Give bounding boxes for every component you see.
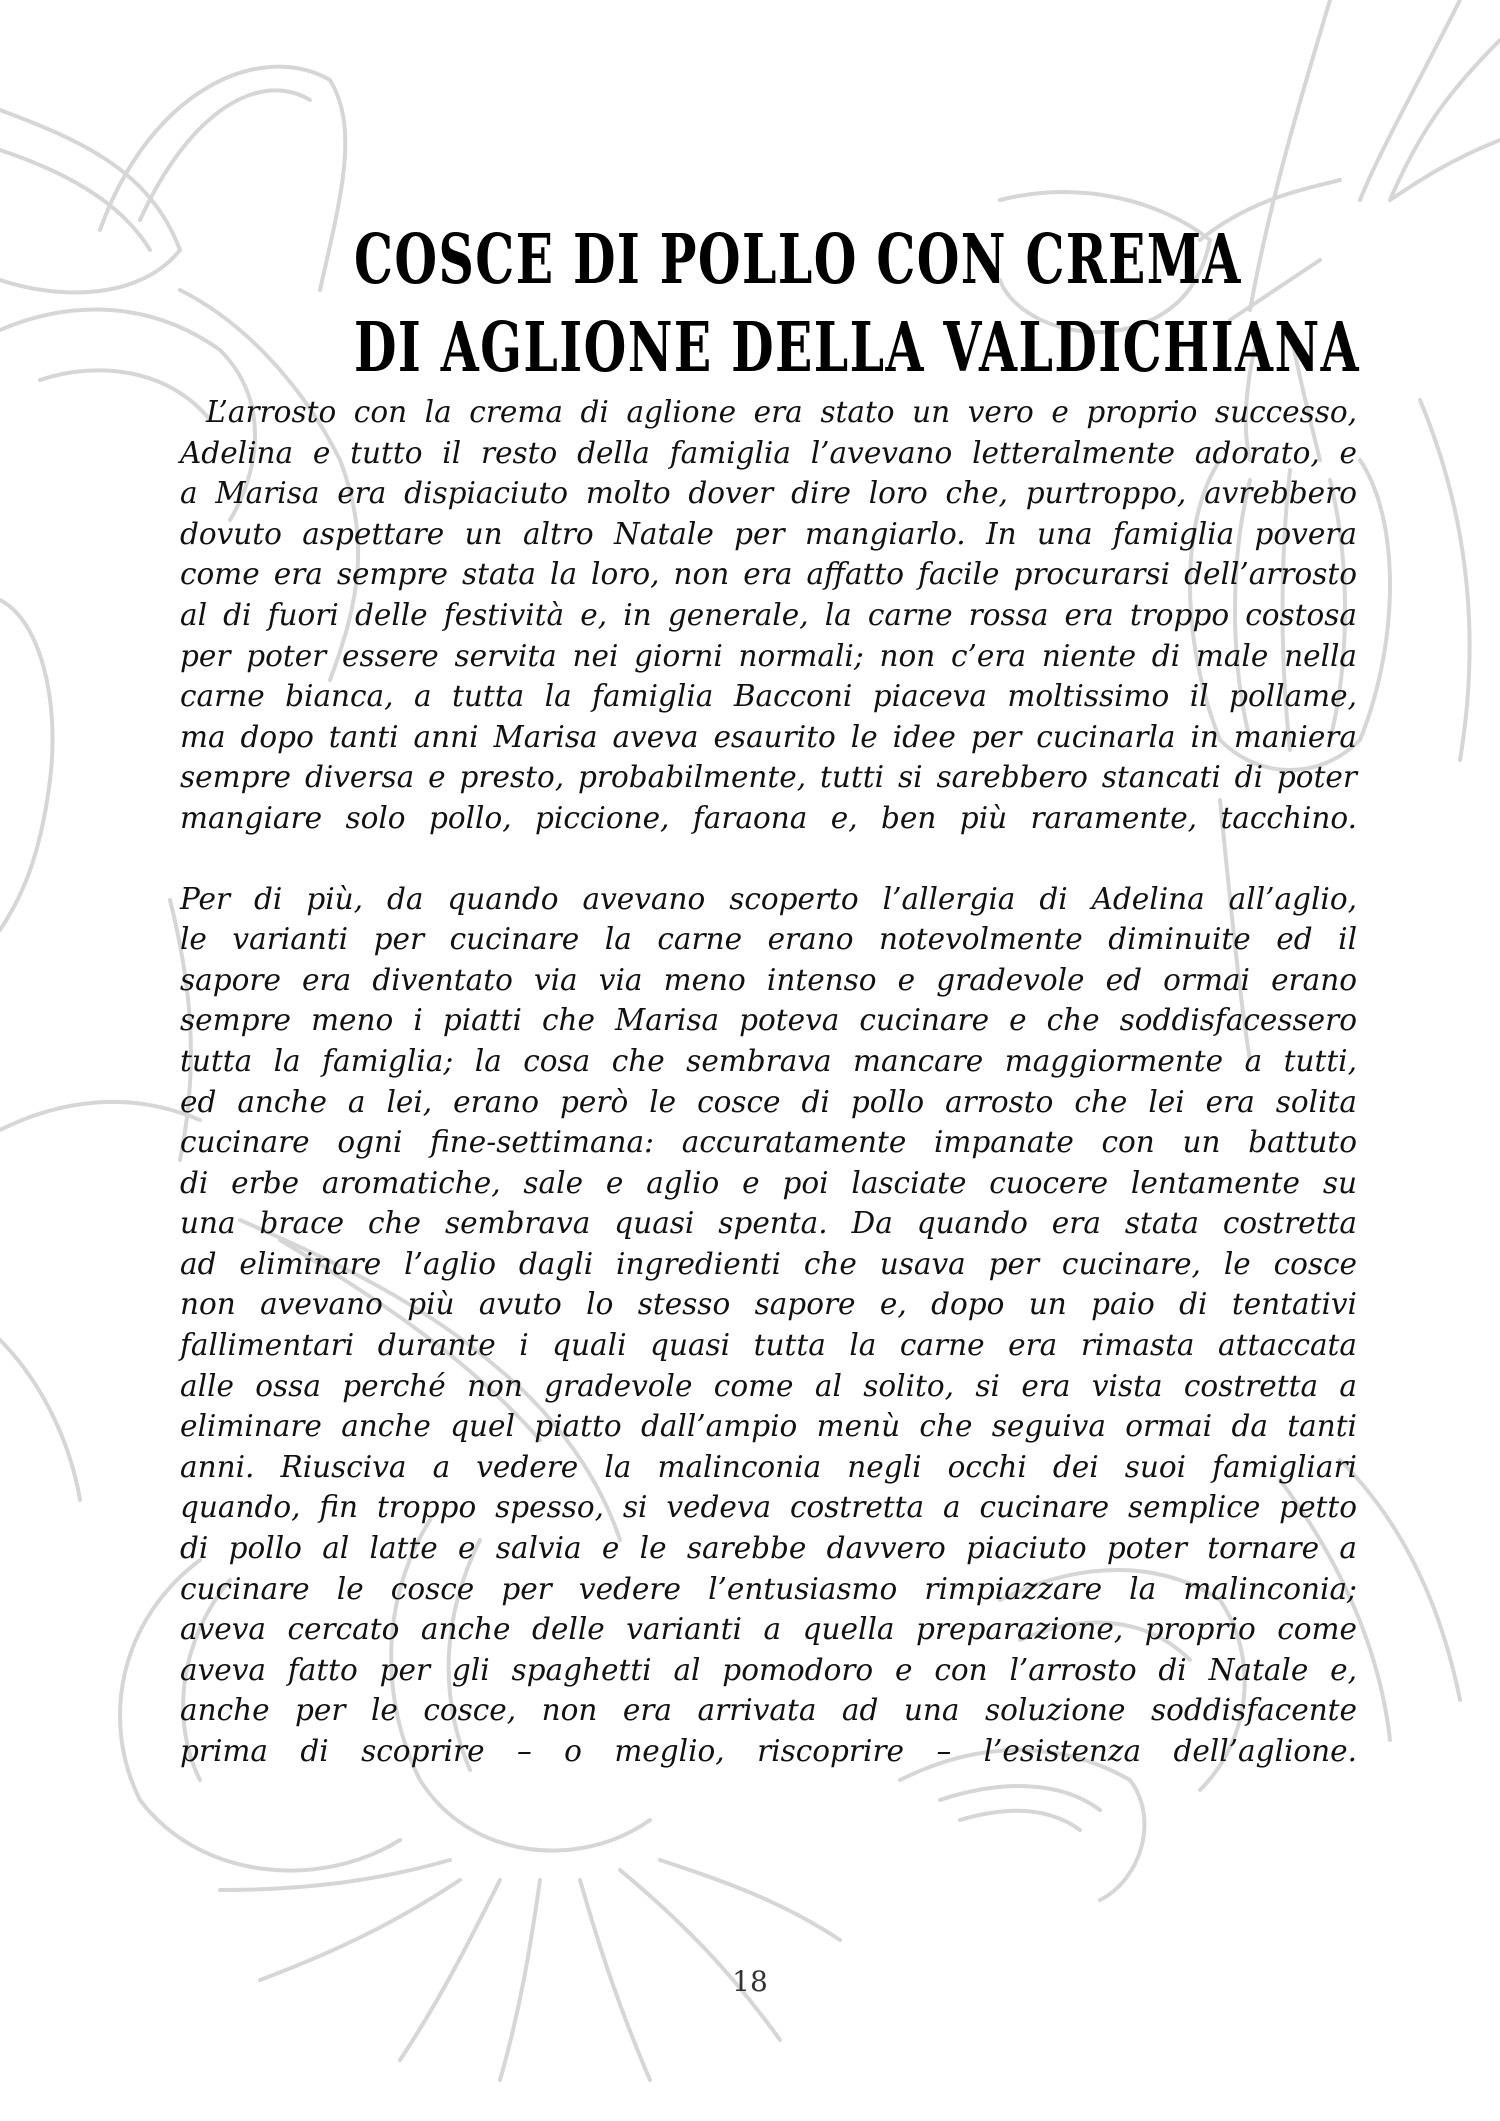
text-line: fallimentari durante i quali quasi tutta la carne era rimasta attaccata	[180, 1328, 1357, 1363]
text-line: tutta la famiglia; la cosa che sembrava mancare maggiormente a tutti,	[180, 1043, 1357, 1078]
text-line: di pollo al latte e salvia e le sarebbe davvero piaciuto poter tornare a	[180, 1531, 1357, 1566]
text-line: ad eliminare l’aglio dagli ingredienti che usava per cucinare, le cosce	[180, 1246, 1357, 1281]
text-line: cucinare ogni fine-settimana: accuratamente impanate con un battuto	[180, 1125, 1357, 1160]
text-line: eliminare anche quel piatto dall’ampio menù che seguiva ormai da tanti	[180, 1409, 1357, 1444]
text-line: quando, fin troppo spesso, si vedeva costretta a cucinare semplice petto	[180, 1490, 1357, 1525]
text-line: come era sempre stata la loro, non era affatto facile procurarsi dell’arrosto	[180, 557, 1357, 592]
text-line: sempre meno i piatti che Marisa poteva cucinare e che soddisfacessero	[180, 1003, 1357, 1038]
paragraph-2	[180, 879, 1357, 1772]
paragraph-1	[180, 392, 1357, 839]
text-line: mangiare solo pollo, piccione, faraona e, ben più raramente, tacchino.	[180, 800, 1357, 835]
text-line: sempre diversa e presto, probabilmente, tutti si sarebbero stancati di poter	[180, 760, 1357, 795]
text-line: L’arrosto con la crema di aglione era stato un vero e proprio successo,	[206, 395, 1357, 429]
text-line: a Marisa era dispiaciuto molto dover dire loro che, purtroppo, avrebbero	[180, 476, 1357, 511]
text-line: sapore era diventato via via meno intenso e gradevole ed ormai erano	[180, 962, 1357, 997]
text-line: Per di più, da quando avevano scoperto l’allergia di Adelina all’aglio,	[180, 881, 1357, 916]
text-line: aveva cercato anche delle varianti a quella preparazione, proprio come	[180, 1612, 1357, 1647]
text-line: prima di scoprire – o meglio, riscoprire – l’esistenza dell’aglione.	[180, 1734, 1357, 1768]
text-line: ed anche a lei, erano però le cosce di pollo arrosto che lei era solita	[180, 1084, 1357, 1119]
text-line: alle ossa perché non gradevole come al solito, si era vista costretta a	[180, 1368, 1357, 1403]
page-title-line-1: COSCE DI POLLO CON CREMA	[353, 219, 1242, 300]
text-line: anche per le cosce, non era arrivata ad una soluzione soddisfacente	[180, 1693, 1357, 1728]
text-line: le varianti per cucinare la carne erano notevolmente diminuite ed il	[180, 922, 1357, 957]
page-title-line-2: DI AGLIONE DELLA VALDICHIANA	[353, 307, 1361, 388]
text-line: aveva fatto per gli spaghetti al pomodoro e con l’arrosto di Natale e,	[180, 1652, 1357, 1687]
text-line: al di fuori delle festività e, in generale, la carne rossa era troppo costosa	[180, 597, 1357, 632]
text-line: ma dopo tanti anni Marisa aveva esaurito le idee per cucinarla in maniera	[180, 719, 1357, 754]
text-line: per poter essere servita nei giorni normali; non c’era niente di male nella	[180, 638, 1357, 673]
text-line: cucinare le cosce per vedere l’entusiasmo rimpiazzare la malinconia;	[180, 1571, 1357, 1606]
body-text	[180, 392, 1357, 1772]
paragraph-spacer	[180, 839, 1357, 879]
text-line: carne bianca, a tutta la famiglia Bacconi piaceva moltissimo il pollame,	[180, 679, 1357, 714]
page-title	[353, 216, 1361, 392]
text-line: una brace che sembrava quasi spenta. Da quando era stata costretta	[180, 1206, 1357, 1241]
text-line: di erbe aromatiche, sale e aglio e poi lasciate cuocere lentamente su	[180, 1165, 1357, 1200]
text-line: anni. Riusciva a vedere la malinconia negli occhi dei suoi famigliari	[180, 1449, 1357, 1484]
text-line: dovuto aspettare un altro Natale per mangiarlo. In una famiglia povera	[180, 516, 1357, 551]
text-line: non avevano più avuto lo stesso sapore e, dopo un paio di tentativi	[180, 1287, 1357, 1322]
page-number: 18	[732, 1965, 768, 1998]
text-line: Adelina e tutto il resto della famiglia l’avevano letteralmente adorato, e	[180, 435, 1357, 470]
